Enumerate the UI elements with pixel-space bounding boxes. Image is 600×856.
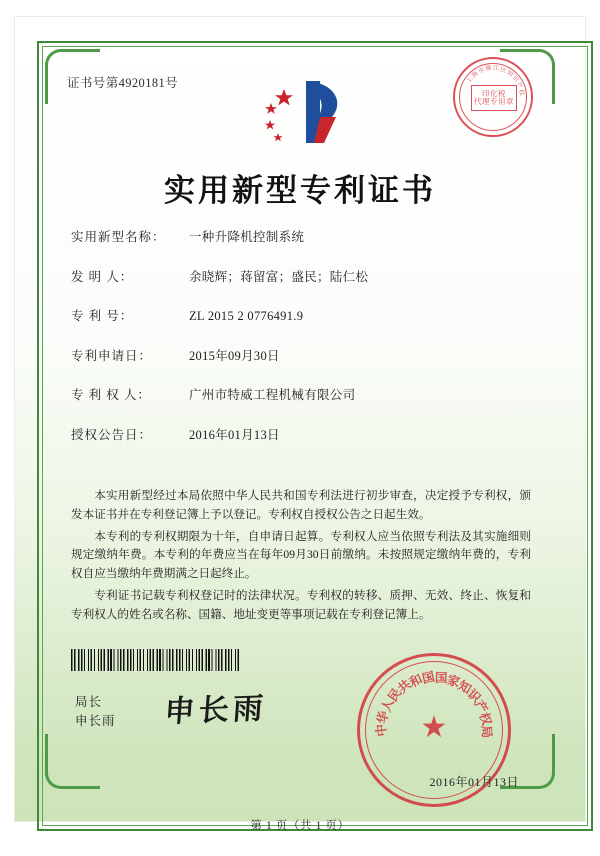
agency-stamp-center-text [471, 85, 517, 111]
field-value-inventors: 余晓辉；蒋留富；盛民；陆仁松 [189, 269, 369, 284]
body-paragraph-2: 本专利的专利权期限为十年，自申请日起算。专利权人应当依照专利法及其实施细则规定缴纳年费。本专利的年费应当在每年09月30日前缴纳。未按照规定缴纳年费的，专利权自应当缴纳年费期满之日起终止。 [71, 529, 531, 581]
field-label-invention-name: 实用新型名称： [71, 230, 166, 244]
agency-stamp-line2: 代理专用章 [474, 97, 514, 106]
field-row-grant-date [71, 425, 531, 443]
handwritten-signature: 申长雨 [163, 692, 269, 729]
field-label-inventors: 发 明 人： [71, 269, 134, 284]
field-row-inventors [71, 267, 531, 285]
field-label-grant-date: 授权公告日： [71, 427, 153, 442]
field-label-patentee: 专 利 权 人： [71, 388, 151, 402]
field-value-grant-date: 2016年01月13日 [189, 427, 280, 442]
patent-office-logo-icon [240, 73, 360, 151]
official-seal-date: 2016年01月13日 [429, 775, 519, 789]
field-value-patentee: 广州市特威工程机械有限公司 [189, 388, 356, 402]
body-text [71, 487, 531, 627]
field-value-application-date: 2015年09月30日 [189, 348, 280, 363]
field-value-invention-name: 一种升降机控制系统 [189, 230, 305, 244]
official-seal-star-icon: ★ [420, 711, 448, 745]
certificate-number: 证书号第4920181号 [67, 76, 179, 90]
body-paragraph-1: 本实用新型经过本局依照中华人民共和国专利法进行初步审查，决定授予专利权，颁发本证书并在专利登记簿上予以登记。专利权自授权公告之日起生效。 [71, 489, 531, 521]
agency-stamp-line1: 印化税 [482, 89, 506, 99]
signature-name-label: 申长雨 [75, 714, 116, 729]
field-row-invention-name [71, 227, 531, 245]
page-footer: 第 1 页（共 1 页） [250, 820, 350, 832]
field-row-patentee [71, 385, 531, 403]
field-row-application-date [71, 346, 531, 364]
field-label-application-date: 专利申请日： [71, 348, 153, 363]
field-label-patent-number: 专 利 号： [71, 309, 134, 323]
body-paragraph-3: 专利证书记载专利权登记时的法律状况。专利权的转移、质押、无效、终止、恢复和专利权人的姓名或名称、国籍、地址变更等事项记载在专利登记簿上。 [71, 588, 531, 621]
certificate-fields [71, 227, 531, 464]
signature-block [75, 693, 116, 732]
official-seal-arc-text: 中 华 人 民 共 和 国 国 家 知 识 产 权 局 [373, 669, 494, 739]
certificate-sheet [14, 16, 586, 832]
barcode [71, 649, 239, 671]
field-row-patent-number [71, 306, 531, 324]
agency-stamp-seal [453, 57, 533, 137]
field-value-patent-number: ZL 2015 2 0776491.9 [189, 309, 304, 323]
signature-title-label: 局长 [75, 695, 103, 709]
page-title: 实用新型专利证书 [164, 173, 436, 208]
agency-stamp-arc-text: 上 海 市 佛 江 区 知 识 产 权 [466, 65, 525, 97]
